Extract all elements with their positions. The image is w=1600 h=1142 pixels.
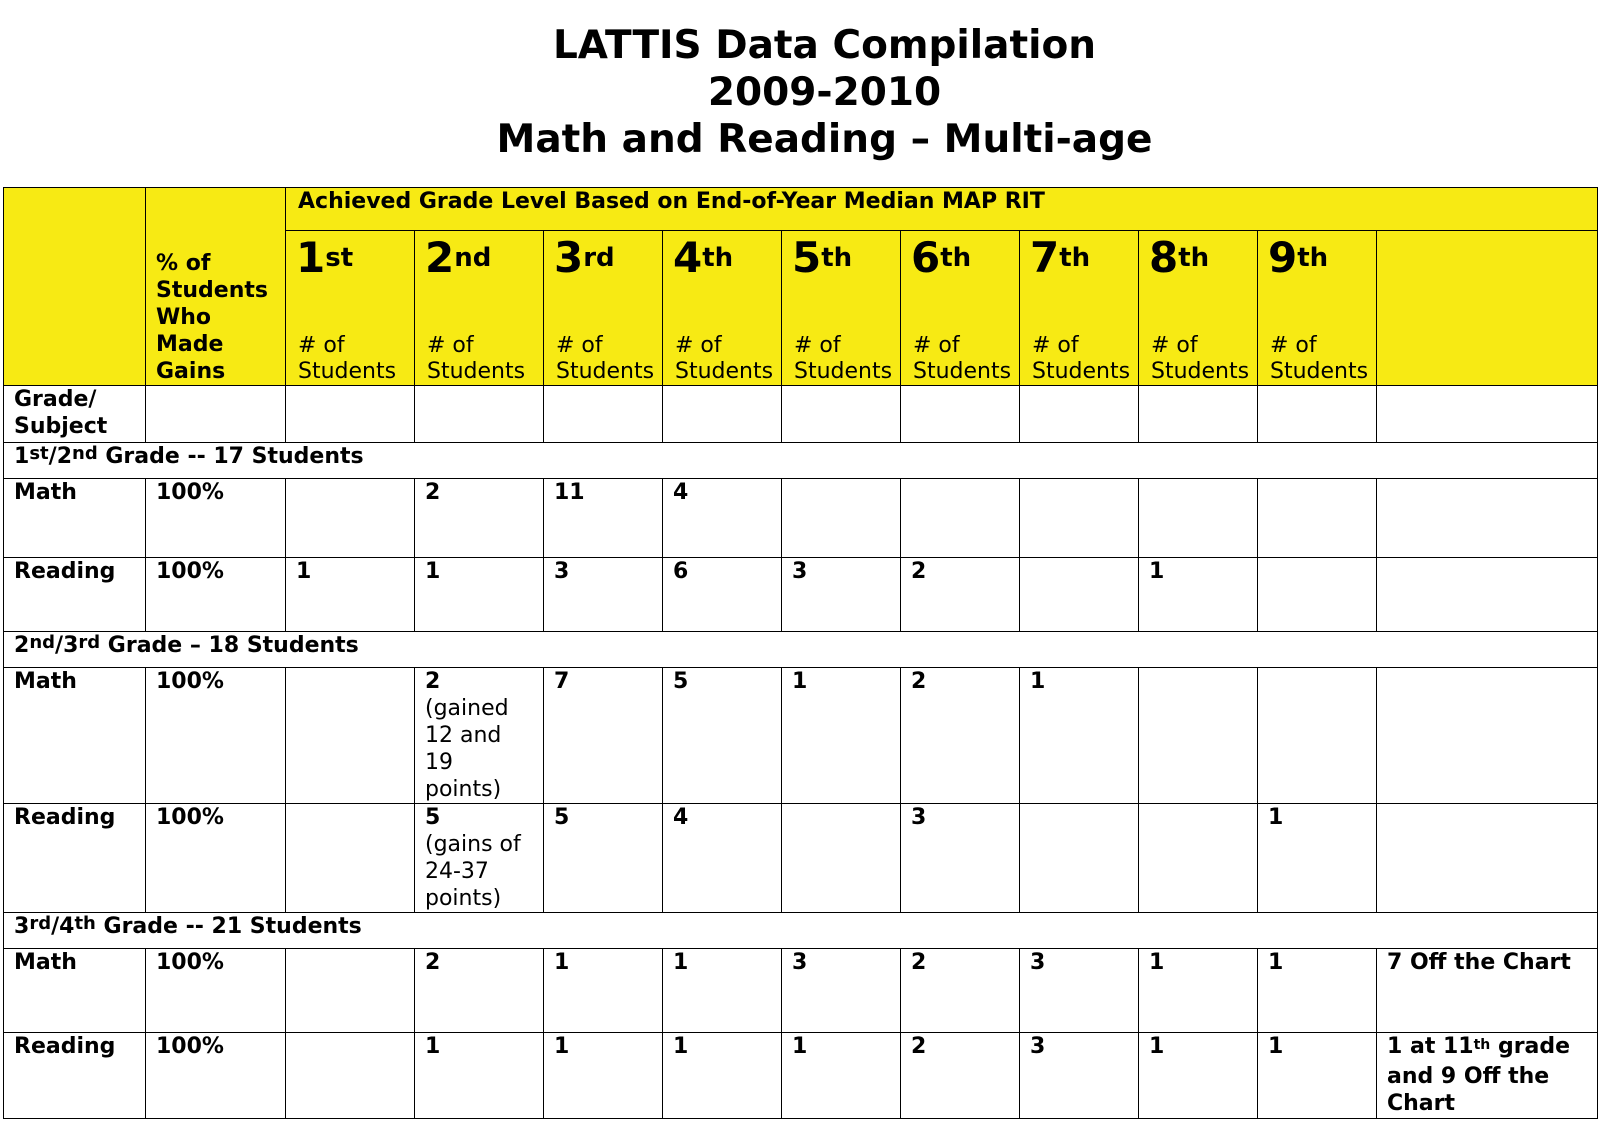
count-cell <box>544 804 663 913</box>
grade-header-1 <box>286 231 415 386</box>
count-cell <box>415 949 544 1033</box>
count-cell <box>782 558 901 632</box>
students-count-label: # of Students <box>913 333 1012 384</box>
count-cell <box>1258 804 1377 913</box>
count-cell <box>1258 668 1377 804</box>
achieved-grade-header: Achieved Grade Level Based on End-of-Year Median MAP RIT <box>286 188 1598 231</box>
count-cell <box>544 558 663 632</box>
empty-cell <box>782 386 901 443</box>
count-cell <box>1020 1033 1139 1119</box>
count-value: 2 <box>425 950 441 975</box>
section-grade-a-suffix: nd <box>29 632 56 653</box>
count-cell <box>782 668 901 804</box>
count-cell <box>1139 1033 1258 1119</box>
count-value: 2 <box>425 669 441 694</box>
count-value: 3 <box>792 950 808 975</box>
count-cell <box>663 668 782 804</box>
count-cell <box>415 479 544 558</box>
count-value: 7 <box>554 669 570 694</box>
grade-suffix: th <box>702 243 734 273</box>
count-value: 3 <box>911 805 927 830</box>
table-row <box>4 804 1598 913</box>
count-value: 1 <box>296 559 312 584</box>
students-count-label: # of Students <box>675 333 774 384</box>
extra-note-cell <box>1377 949 1598 1033</box>
table-row <box>4 949 1598 1033</box>
count-cell <box>1258 558 1377 632</box>
count-cell <box>663 479 782 558</box>
count-value: 3 <box>1030 1034 1046 1059</box>
count-cell <box>1020 804 1139 913</box>
count-cell <box>1139 479 1258 558</box>
section-row <box>4 913 1598 949</box>
count-value: 1 <box>1268 805 1284 830</box>
section-student-count: Grade -- 17 Students <box>97 444 364 469</box>
grade-number: 4 <box>673 233 703 282</box>
count-cell <box>286 1033 415 1119</box>
table-row <box>4 558 1598 632</box>
count-cell <box>901 668 1020 804</box>
count-cell <box>1020 558 1139 632</box>
count-cell <box>415 804 544 913</box>
count-value: 1 <box>1268 950 1284 975</box>
count-value: 1 <box>1149 559 1165 584</box>
count-cell <box>1020 668 1139 804</box>
section-heading: 3rd/4th Grade -- 21 Students <box>4 913 1598 949</box>
gains-note: (gains of 24-37 points) <box>425 832 521 911</box>
grade-suffix: th <box>821 243 853 273</box>
grade-suffix: st <box>325 243 354 273</box>
empty-cell <box>1020 386 1139 443</box>
table-row <box>4 1033 1598 1119</box>
count-value: 3 <box>792 559 808 584</box>
grade-header-2 <box>415 231 544 386</box>
count-cell <box>1020 949 1139 1033</box>
count-value: 1 <box>554 950 570 975</box>
count-value: 4 <box>673 480 689 505</box>
count-value: 1 <box>673 1034 689 1059</box>
grade-suffix: th <box>1059 243 1091 273</box>
grade-suffix: rd <box>583 243 615 273</box>
grade-header-label <box>1030 235 1128 287</box>
count-cell <box>1139 558 1258 632</box>
grade-header-label <box>792 235 890 287</box>
grade-number: 6 <box>911 233 941 282</box>
empty-cell <box>901 386 1020 443</box>
subject-cell: Math <box>4 479 146 558</box>
subject-cell: Math <box>4 668 146 804</box>
count-cell <box>782 479 901 558</box>
count-cell <box>415 668 544 804</box>
count-cell <box>663 949 782 1033</box>
section-student-count: Grade -- 21 Students <box>95 914 362 939</box>
section-grade-b-suffix: th <box>74 913 96 934</box>
grade-number: 8 <box>1149 233 1179 282</box>
count-value: 2 <box>911 559 927 584</box>
empty-cell <box>1258 386 1377 443</box>
count-value: 2 <box>911 1034 927 1059</box>
pct-gains-cell: 100% <box>146 949 286 1033</box>
grade-header-7 <box>1020 231 1139 386</box>
section-grade-a-suffix: rd <box>29 913 52 934</box>
subject-cell: Reading <box>4 1033 146 1119</box>
section-row <box>4 443 1598 479</box>
grade-header-label <box>673 235 771 287</box>
subject-cell: Reading <box>4 804 146 913</box>
pct-gains-cell: 100% <box>146 479 286 558</box>
title-line-2: 2009-2010 <box>707 70 942 115</box>
extra-note-suffix: th <box>1473 1037 1491 1053</box>
count-value: 1 <box>425 559 441 584</box>
extra-note-text: 7 Off the Chart <box>1387 950 1571 975</box>
count-cell <box>286 668 415 804</box>
section-grade-b: 2 <box>56 444 72 469</box>
grade-header-9 <box>1258 231 1377 386</box>
count-cell <box>1258 479 1377 558</box>
count-cell <box>1258 949 1377 1033</box>
students-count-label: # of Students <box>556 333 655 384</box>
students-count-label: # of Students <box>794 333 893 384</box>
header-row-main <box>4 188 1598 231</box>
empty-cell <box>286 386 415 443</box>
subject-cell: Reading <box>4 558 146 632</box>
extra-note-cell <box>1377 479 1598 558</box>
section-grade-a: 2 <box>14 633 30 658</box>
count-value: 1 <box>1149 950 1165 975</box>
section-heading: 2nd/3rd Grade – 18 Students <box>4 632 1598 668</box>
count-cell <box>415 1033 544 1119</box>
students-count-label: # of Students <box>1270 333 1369 384</box>
pct-gains-cell: 100% <box>146 804 286 913</box>
count-value: 6 <box>673 559 689 584</box>
count-cell <box>286 479 415 558</box>
count-value: 1 <box>1030 669 1046 694</box>
header-corner-cell <box>4 188 146 386</box>
extra-note-cell <box>1377 1033 1598 1119</box>
section-grade-b: 3 <box>63 633 79 658</box>
grade-header-label <box>296 235 404 287</box>
grade-header-label <box>911 235 1009 287</box>
count-value: 1 <box>673 950 689 975</box>
grade-suffix: nd <box>454 243 492 273</box>
grade-header-label <box>425 235 533 287</box>
count-cell <box>901 804 1020 913</box>
grade-header-label <box>1149 235 1247 287</box>
gains-note: (gained 12 and 19 points) <box>425 696 509 802</box>
header-extra-cell <box>1377 231 1598 386</box>
count-cell <box>901 1033 1020 1119</box>
count-cell <box>286 804 415 913</box>
subject-cell: Math <box>4 949 146 1033</box>
empty-cell <box>544 386 663 443</box>
grade-number: 2 <box>425 233 455 282</box>
extra-note-text: 1 at 11 <box>1387 1034 1474 1059</box>
grade-header-6 <box>901 231 1020 386</box>
count-value: 1 <box>1268 1034 1284 1059</box>
count-value: 1 <box>554 1034 570 1059</box>
students-count-label: # of Students <box>1032 333 1131 384</box>
grade-suffix: th <box>1297 243 1329 273</box>
count-cell <box>1020 479 1139 558</box>
extra-note-cell <box>1377 804 1598 913</box>
count-cell <box>663 558 782 632</box>
count-value: 1 <box>1149 1034 1165 1059</box>
count-value: 3 <box>554 559 570 584</box>
section-grade-a: 1 <box>14 444 30 469</box>
grade-number: 9 <box>1268 233 1298 282</box>
pct-gains-header: % of Students Who Made Gains <box>146 188 286 386</box>
count-value: 5 <box>554 805 570 830</box>
count-cell <box>544 668 663 804</box>
section-heading: 1st/2nd Grade -- 17 Students <box>4 443 1598 479</box>
count-value: 11 <box>554 480 585 505</box>
count-cell <box>901 949 1020 1033</box>
section-grade-a-suffix: st <box>29 443 49 464</box>
count-value: 1 <box>792 669 808 694</box>
count-cell <box>1139 804 1258 913</box>
students-count-label: # of Students <box>298 333 397 384</box>
extra-note-cell <box>1377 558 1598 632</box>
pct-gains-cell: 100% <box>146 668 286 804</box>
grade-header-3 <box>544 231 663 386</box>
extra-note-text-cont: grade and 9 Off the Chart <box>1387 1034 1571 1116</box>
grade-subject-row <box>4 386 1598 443</box>
pct-gains-cell: 100% <box>146 1033 286 1119</box>
students-count-label: # of Students <box>1151 333 1250 384</box>
extra-note-cell <box>1377 668 1598 804</box>
count-cell <box>663 804 782 913</box>
pct-gains-cell: 100% <box>146 558 286 632</box>
title-line-3: Math and Reading – Multi-age <box>496 117 1153 162</box>
count-value: 2 <box>911 669 927 694</box>
grade-number: 1 <box>296 233 326 282</box>
empty-cell <box>1139 386 1258 443</box>
count-cell <box>1139 949 1258 1033</box>
empty-cell <box>146 386 286 443</box>
grade-number: 5 <box>792 233 822 282</box>
count-value: 2 <box>911 950 927 975</box>
section-grade-b: 4 <box>59 914 75 939</box>
count-value: 2 <box>425 480 441 505</box>
count-cell <box>782 1033 901 1119</box>
students-count-label: # of Students <box>427 333 526 384</box>
count-cell <box>782 949 901 1033</box>
count-cell <box>782 804 901 913</box>
count-cell <box>544 479 663 558</box>
count-cell <box>901 558 1020 632</box>
grade-suffix: th <box>940 243 972 273</box>
data-table <box>3 187 1598 1119</box>
count-cell <box>544 949 663 1033</box>
count-cell <box>544 1033 663 1119</box>
section-row <box>4 632 1598 668</box>
count-cell <box>415 558 544 632</box>
count-value: 4 <box>673 805 689 830</box>
document-title <box>0 22 1600 163</box>
table-row <box>4 479 1598 558</box>
count-cell <box>286 949 415 1033</box>
section-grade-b-suffix: rd <box>78 632 101 653</box>
count-cell <box>663 1033 782 1119</box>
count-cell <box>286 558 415 632</box>
count-cell <box>901 479 1020 558</box>
grade-header-label <box>1268 235 1366 287</box>
empty-cell <box>415 386 544 443</box>
grade-header-4 <box>663 231 782 386</box>
section-student-count: Grade – 18 Students <box>100 633 359 658</box>
section-grade-a: 3 <box>14 914 30 939</box>
count-value: 5 <box>673 669 689 694</box>
grade-header-5 <box>782 231 901 386</box>
empty-cell <box>663 386 782 443</box>
title-line-1: LATTIS Data Compilation <box>552 23 1097 68</box>
table-row <box>4 668 1598 804</box>
grade-header-label <box>554 235 652 287</box>
grade-number: 3 <box>554 233 584 282</box>
count-value: 3 <box>1030 950 1046 975</box>
count-value: 1 <box>425 1034 441 1059</box>
count-cell <box>1258 1033 1377 1119</box>
count-cell <box>1139 668 1258 804</box>
count-value: 1 <box>792 1034 808 1059</box>
grade-subject-label: Grade/ Subject <box>4 386 146 443</box>
grade-number: 7 <box>1030 233 1060 282</box>
count-value: 5 <box>425 805 441 830</box>
section-grade-b-suffix: nd <box>72 443 98 464</box>
empty-cell <box>1377 386 1598 443</box>
grade-suffix: th <box>1178 243 1210 273</box>
grade-header-8 <box>1139 231 1258 386</box>
